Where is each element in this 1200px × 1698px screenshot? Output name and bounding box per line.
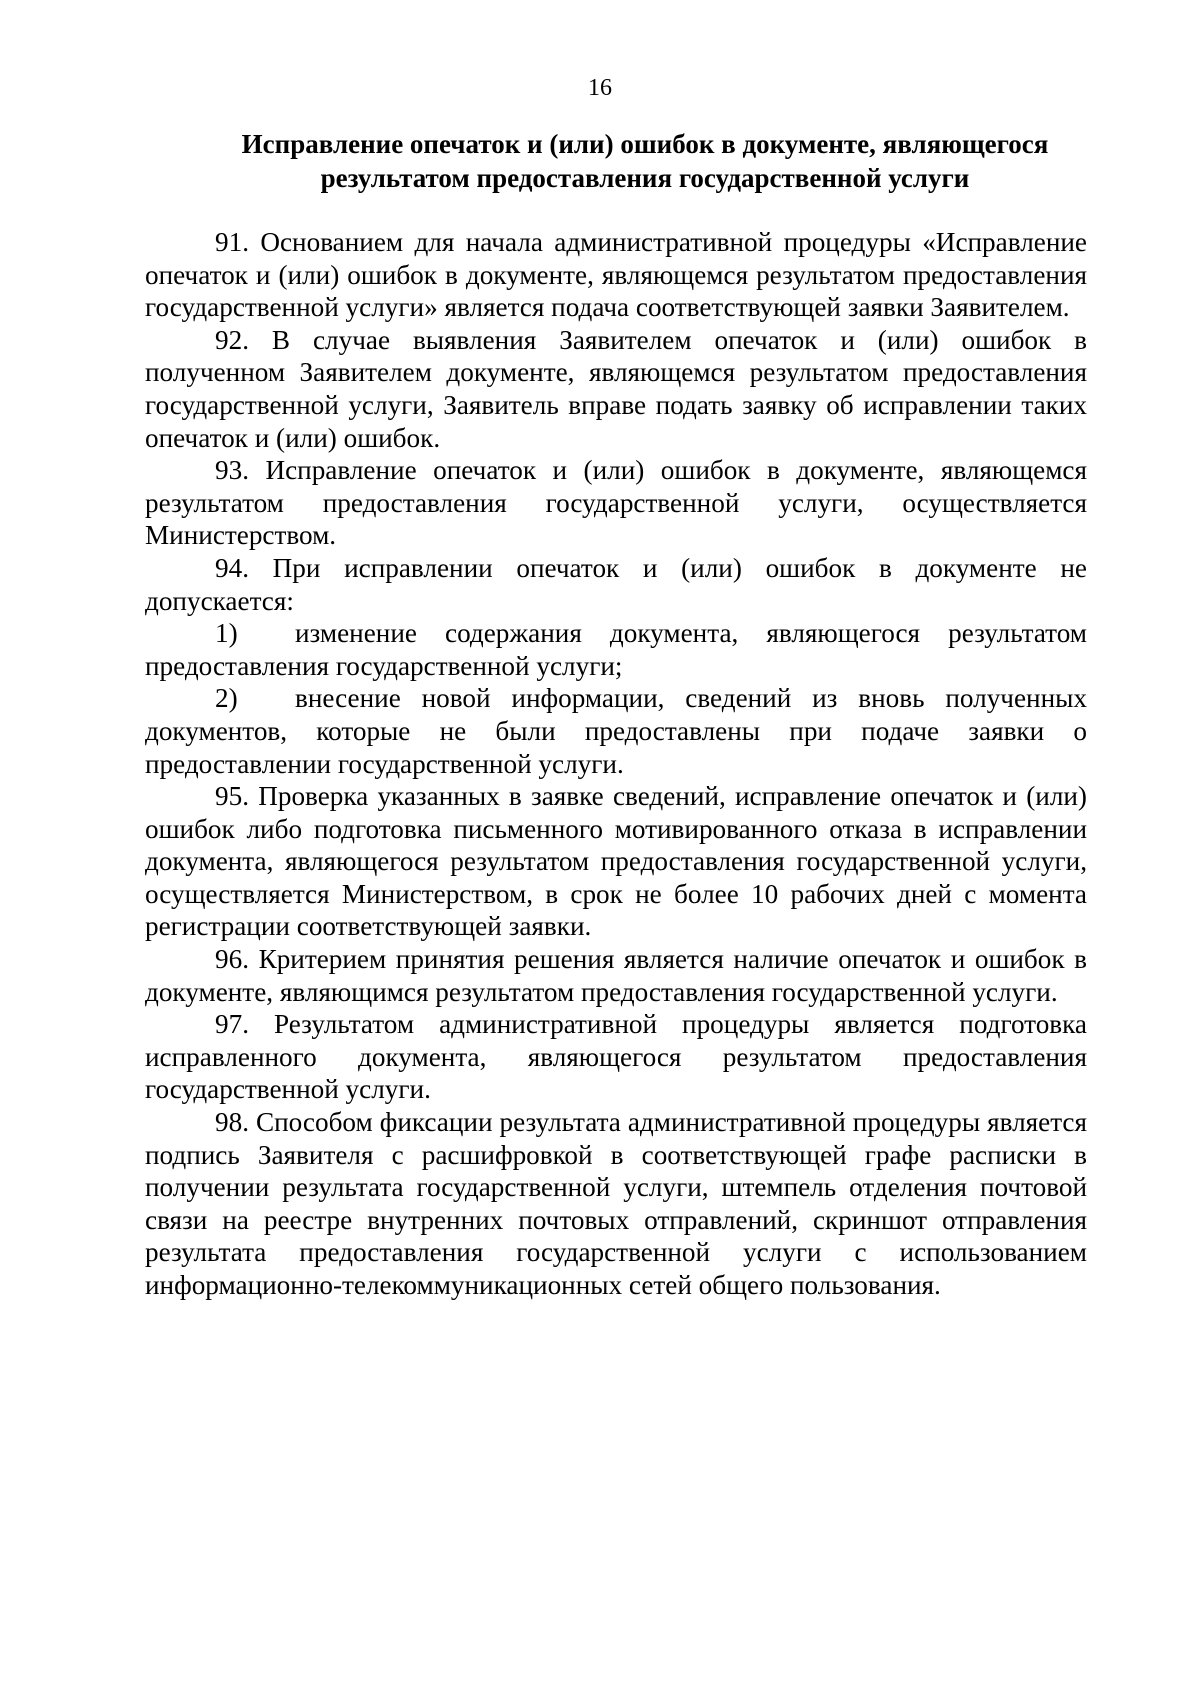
paragraph-96: 96. Критерием принятия решения является наличие опечаток и ошибок в документе, являющимся результатом предоставления государственной услуги. xyxy=(145,944,1087,1007)
subitem-2-number: 2) xyxy=(215,683,238,714)
paragraph-98: 98. Способом фиксации результата административной процедуры является подпись Заявителя с расшифровкой в соответствующей графе расписки в получении результата государственной услуги, штемпель отделения почтовой связи на реестре внутренних почтовых отправлений, скриншот отправления результата предоставления государственной услуги с использованием информационно-телекоммуникационных сетей общего пользования. xyxy=(145,1107,1087,1300)
subitem-1-text: изменение содержания документа, являющегося результатом предоставления государственной услуги; xyxy=(145,618,1087,681)
paragraph-95: 95. Проверка указанных в заявке сведений, исправление опечаток и (или) ошибок либо подготовка письменного мотивированного отказа в исправлении документа, являющегося результатом предоставления государственной услуги, осуществляется Министерством, в срок не более 10 рабочих дней с момента регистрации соответствующей заявки. xyxy=(145,781,1087,942)
section-heading-line-1: Исправление опечаток и (или) ошибок в документе, являющегося xyxy=(241,129,1049,159)
paragraph-97: 97. Результатом административной процедуры является подготовка исправленного документа, являющегося результатом предоставления государственной услуги. xyxy=(145,1009,1087,1105)
section-heading xyxy=(180,127,1110,195)
paragraph-94: 94. При исправлении опечаток и (или) ошибок в документе не допускается: xyxy=(145,552,1087,616)
section-heading-line-2: результатом предоставления государственной услуги xyxy=(320,163,970,193)
paragraph-92: 92. В случае выявления Заявителем опечаток и (или) ошибок в полученном Заявителем документе, являющемся результатом предоставления государственной услуги, Заявитель вправе подать заявку об исправлении таких опечаток и (или) ошибок. xyxy=(145,324,1087,453)
subitem-1 xyxy=(145,617,1087,682)
paragraph-91: 91. Основанием для начала административной процедуры «Исправление опечаток и (или) ошибок в документе, являющемся результатом предоставления государственной услуги» является подача соответствующей заявки Заявителем. xyxy=(145,227,1087,323)
document-body xyxy=(145,226,1087,1302)
page-number: 16 xyxy=(588,75,612,101)
subitem-2-text: внесение новой информации, сведений из вновь полученных документов, которые не были предоставлены при подаче заявки о предоставлении государственной услуги. xyxy=(145,683,1087,779)
subitem-2 xyxy=(145,682,1087,780)
subitem-1-number: 1) xyxy=(215,618,238,649)
paragraph-93: 93. Исправление опечаток и (или) ошибок в документе, являющемся результатом предоставления государственной услуги, осуществляется Министерством. xyxy=(145,455,1087,551)
